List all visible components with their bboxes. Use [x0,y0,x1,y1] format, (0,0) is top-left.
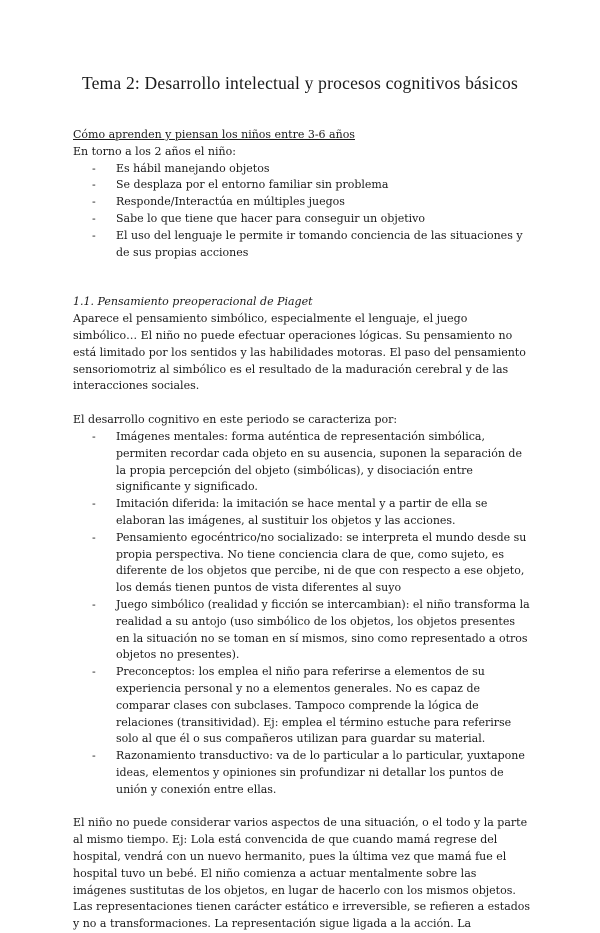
subsection-heading: 1.1. Pensamiento preoperacional de Piaget [73,295,313,309]
list-item: - El uso del lenguaje le permite ir tomando conciencia de las situaciones y de sus propias acciones [73,228,531,262]
list-item: - Juego simbólico (realidad y ficción se intercambian): el niño transforma la realidad a su antojo (uso simbólico de los objetos, los objetos presentes en la situación no se toman en sí mismos, sino como representado a otros objetos no presentes). [73,597,531,664]
paragraph: Aparece el pensamiento simbólico, especialmente el lenguaje, el juego simbólico… El niño no puede efectuar operaciones lógicas. Su pensamiento no está limitado por los sentidos y las habilidades motoras. El paso del pensamiento sensoriomotriz al simbólico es el resultado de la maduración cerebral y de las interacciones sociales. [73,312,526,393]
section-heading: Cómo aprenden y piensan los niños entre 3-6 años [73,128,355,141]
list-item: - Sabe lo que tiene que hacer para conseguir un objetivo [73,211,531,228]
section-lead: El desarrollo cognitivo en este periodo se caracteriza por: [73,413,398,427]
section-lead: En torno a los 2 años el niño: [73,144,236,158]
paragraph: El niño no puede considerar varios aspectos de una situación, o el todo y la parte al mismo tiempo. Ej: Lola está convencida de que cuando mamá regrese del hospital, vendrá con un nuevo hermanito, pues la última vez que mamá fue el hospital tuvo un bebé. El niño comienza a actuar mentalmente sobre las imágenes sustitutas de los objetos, en lugar de hacerlo con los mismos objetos. Las representaciones tienen carácter estático e irreversible, se refieren a estados y no a transformaciones. La representación sigue ligada a la acción. La [73,816,531,931]
document-body [73,127,531,933]
list-item: - Responde/Interactúa en múltiples juegos [73,194,531,211]
bullet-list [73,161,531,262]
list-item: - Pensamiento egocéntrico/no socializado: se interpreta el mundo desde su propia perspectiva. No tiene conciencia clara de que, como sujeto, es diferente de los objetos que percibe, ni de que con respecto a ese objeto, los demás tienen puntos de vista diferentes al suyo [73,530,531,597]
list-item: - Imitación diferida: la imitación se hace mental y a partir de ella se elaboran las imágenes, al sustituir los objetos y las acciones. [73,496,531,530]
list-item: - Preconceptos: los emplea el niño para referirse a elementos de su experiencia personal y no a elementos generales. No es capaz de comparar clases con subclases. Tampoco comprende la lógica de relaciones (transitividad). Ej: emplea el término estuche para referirse solo al que él o sus compañeros utilizan para guardar su material. [73,664,531,748]
page-title: Tema 2: Desarrollo intelectual y procesos cognitivos básicos [81,73,518,93]
list-item: - Es hábil manejando objetos [73,161,531,178]
list-item: - Razonamiento transductivo: va de lo particular a lo particular, yuxtapone ideas, elementos y opiniones sin profundizar ni detallar los puntos de unión y conexión entre ellas. [73,748,531,798]
list-item: - Imágenes mentales: forma auténtica de representación simbólica, permiten recordar cada objeto en su ausencia, suponen la separación de la propia percepción del objeto (simbólicas), y disociación entre significante y significado. [73,429,531,496]
list-item: - Se desplaza por el entorno familiar sin problema [73,177,531,194]
bullet-list [73,429,531,799]
